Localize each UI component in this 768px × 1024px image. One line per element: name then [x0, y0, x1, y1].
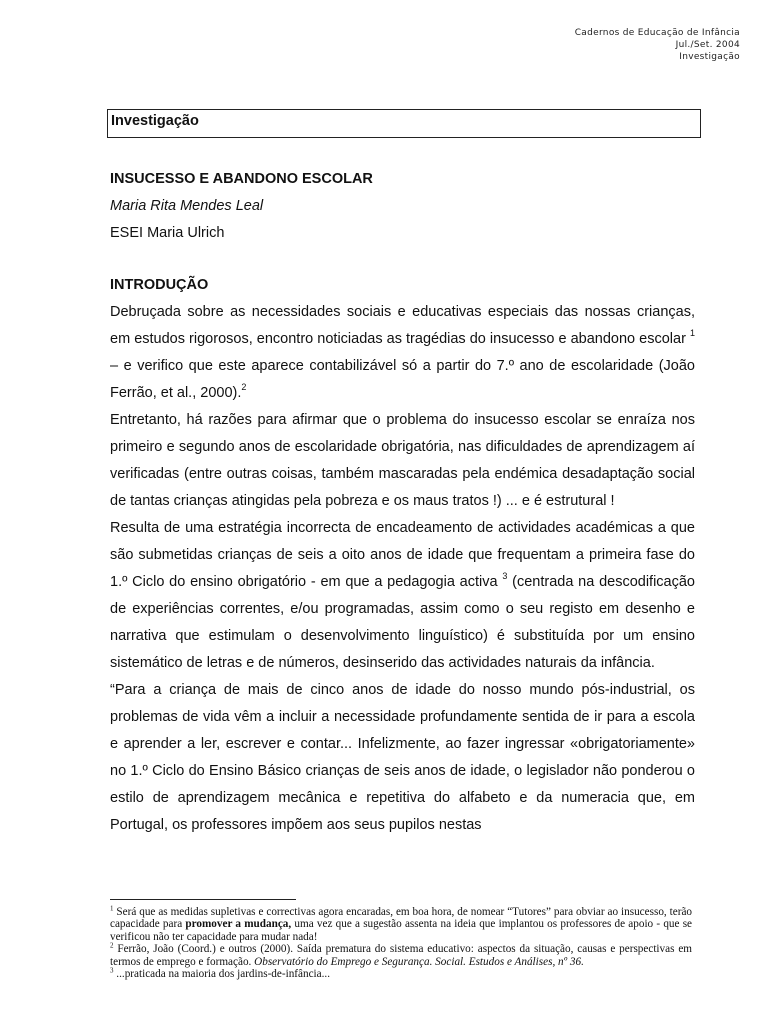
title-block [110, 166, 700, 247]
paragraph-4: “Para a criança de mais de cinco anos de idade do nosso mundo pós-industrial, os problemas de vida vêm a incluir a necessidade profundamente sentida de ir para a escola e aprender a ler, escrever e contar... Infelizmente, ao fazer ingressar «obrigatoriamente» no 1.º Ciclo do Ensino Básico crianças de seis anos de idade, o legislador não ponderou o estilo de aprendizagem mecânica e repetitiva do alfabeto e da numeracia que, em Portugal, os professores impõem aos seus pupilos nestas [110, 682, 695, 833]
running-header [575, 27, 740, 63]
footnote-ref-1: 1 [689, 328, 695, 339]
footnote-3-number: 3 [110, 966, 114, 975]
intro-heading: INTRODUÇÃO [110, 277, 209, 293]
paragraph-2: Entretanto, há razões para afirmar que o problema do insucesso escolar se enraíza nos primeiro e segundo anos de escolaridade obrigatória, nas dificuldades de aprendizagem aí verificadas (entre outras coisas, também mascaradas pela endémica desadaptação social de tantas crianças atingidas pela pobreza e os maus tratos !) ... e é estrutural ! [110, 412, 695, 509]
article-title: INSUCESSO E ABANDONO ESCOLAR [110, 171, 373, 187]
footnote-3-text: ...praticada na maioria dos jardins-de-infância... [113, 968, 331, 981]
footnote-2-source: Observatório do Emprego e Segurança. Social. Estudos e Análises, nº 36. [254, 955, 584, 968]
footnote-divider [110, 899, 296, 900]
footnote-ref-3: 3 [502, 571, 508, 582]
paragraph-1 [110, 299, 695, 407]
body-text [110, 272, 695, 839]
paragraph-1-text-a: Debruçada sobre as necessidades sociais e educativas especiais das nossas crianças, em estudos rigorosos, encontro noticiadas as tragédias do insucesso e abandono escolar [110, 304, 695, 347]
section-label-box [107, 109, 701, 138]
author-affiliation: ESEI Maria Ulrich [110, 225, 225, 241]
footnote-2-text-a: Ferrão, João (Coord.) e outros (2000). Saída prematura do sistema educativo: aspectos da situação, causas e perspectivas em termos de emprego e formação. [110, 943, 692, 968]
issue-date: Jul./Set. 2004 [675, 40, 740, 50]
footnote-ref-2: 2 [241, 382, 247, 393]
journal-name: Cadernos de Educação de Infância [574, 28, 740, 38]
footnote-1-text-a: Será que as medidas supletivas e correctivas agora encaradas, em boa hora, de nomear “Tutores” para obviar ao insucesso, terão capacidade para [110, 906, 692, 931]
footnote-2-number: 2 [110, 941, 114, 950]
footnote-1-text-b: uma vez que a sugestão assenta na ideia que implantou os professores de apoio - que se verificou não ter capacidade para mudar nada! [110, 918, 693, 943]
footnote-1-number: 1 [110, 904, 114, 913]
header-section: Investigação [679, 52, 740, 62]
footnote-1-emphasis: promover a mudança, [185, 918, 292, 931]
paragraph-3-text-a: Resulta de uma estratégia incorrecta de encadeamento de actividades académicas a que são submetidas crianças de seis a oito anos de idade que frequentam a primeira fase do 1.º Ciclo do ensino obrigatório - em que a pedagogia activa [110, 520, 695, 590]
paragraph-3 [110, 515, 695, 677]
author-name: Maria Rita Mendes Leal [110, 198, 264, 214]
footnote-3 [110, 968, 692, 980]
footnote-1 [110, 906, 692, 943]
section-label: Investigação [111, 113, 199, 129]
footnote-2 [110, 943, 692, 968]
paragraph-3-text-b: (centrada na descodificação de experiências correntes, e/ou programadas, assim como o seu registo em desenho e narrativa que estimulam o desenvolvimento linguístico) é substituída por um ensino sistemático de letras e de números, desinserido das actividades naturais da infância. [110, 574, 695, 671]
footnotes [110, 906, 692, 980]
paragraph-1-text-b: – e verifico que este aparece contabilizável só a partir do 7.º ano de escolaridade (João Ferrão, et al., 2000). [110, 358, 695, 401]
